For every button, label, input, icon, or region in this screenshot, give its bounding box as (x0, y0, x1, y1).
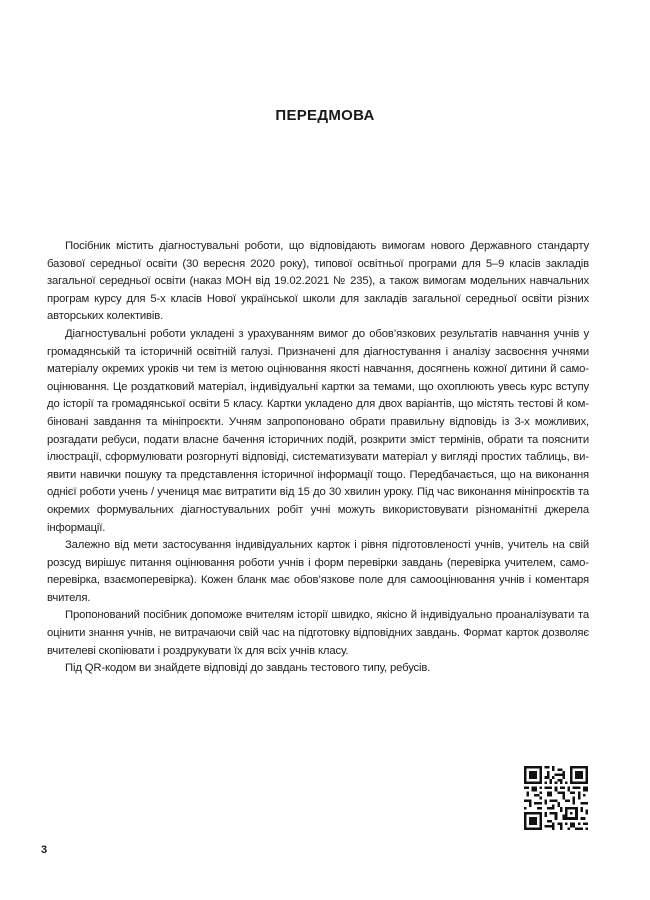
page-title: ПЕРЕДМОВА (275, 107, 375, 124)
paragraph-5: Під QR-кодом ви знайдете відповіді до завдань тестового типу, ребусів. (65, 662, 431, 675)
paragraph-2: Діагностувальні роботи укладені з урахуванням вимог до обов’язкових результатів навчання учнів у громадянській та історичній освітній галузі. Призначені для діагностування і аналізу засвоєння учнями матеріалу окремих уроків чи тем із метою оцінювання якості навчання, досягнень кожної дитини й самооцінювання. Це роздатковий матеріал, індивідуальні картки за темами, що охоплюють увесь курс вступу до історії та громадянської освіти 5 класу. Картки укладено для двох варіантів, що містять тестові й комбіновані завдання та мініпроєкти. Учням запропоновано обрати правильну відповідь із 3-х можливих, розгадати ребуси, подати власне бачення історичних подій, розкрити зміст термінів, обрати та пояснити ілюстрації, сформулювати розгорнуті відповіді, систематизувати матеріал у вигляді простих таблиць, виявити навички пошуку та представлення історичної інформації тощо. Передбачається, що на виконання однієї роботи учень / учениця має витратити від 15 до 30 хвилин уроку. Під час виконання мініпроєктів та окремих формувальних діагностувальних робіт учні можуть використовувати різноманітні джерела інформації. (47, 327, 589, 534)
paragraph-1: Посібник містить діагностувальні роботи, що відповідають вимогам нового Державного стандарту базової середньої освіти (30 вересня 2020 року), типової освітньої програми для 5–9 класів закладів загальної середньої освіти (наказ МОН від 19.02.2021 № 235), а також вимогам модельних навчальних програм курсу для 5-х класів Нової української школи для закладів загальної середньої освіти різних авторських колективів. (47, 240, 589, 323)
qr-code[interactable] (524, 766, 588, 830)
qr-code-icon (524, 766, 588, 830)
paragraph-4: Пропонований посібник допоможе вчителям історії швидко, якісно й індивідуально проаналізувати та оцінити знання учнів, не витрачаючи свій час на підготовку відповідних завдань. Формат карток дозволяє вчителеві скопіювати і роздрукувати їх для всіх учнів класу. (47, 609, 589, 657)
paragraph-3: Залежно від мети застосування індивідуальних карток і рівня підготовленості учнів, учитель на свій розсуд вирішує питання оцінювання роботи учнів і форм перевірки завдань (перевірка учителем, самоперевірка, взаємоперевірка). Кожен бланк має обов’язкове поле для самооцінювання учнів і коментаря вчителя. (47, 539, 589, 604)
page-number: 3 (41, 844, 48, 856)
preface-body (47, 238, 589, 678)
